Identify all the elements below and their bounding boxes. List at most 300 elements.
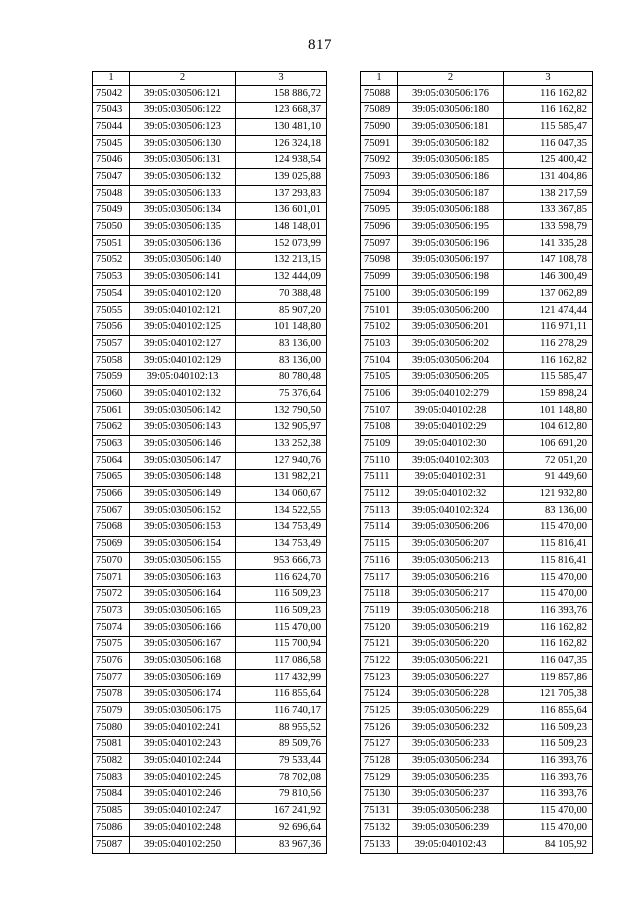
value-cell: 133 367,85	[504, 202, 593, 219]
value-cell: 115 470,00	[504, 803, 593, 820]
cadastral-number-cell: 39:05:030506:155	[130, 553, 236, 570]
row-number-cell: 75064	[93, 453, 130, 470]
row-number-cell: 75072	[93, 586, 130, 603]
row-number-cell: 75066	[93, 486, 130, 503]
cadastral-number-cell: 39:05:040102:279	[398, 386, 504, 403]
row-number-cell: 75058	[93, 353, 130, 370]
cadastral-number-cell: 39:05:030506:220	[398, 636, 504, 653]
value-cell: 152 073,99	[236, 236, 327, 253]
table-row	[361, 453, 593, 470]
cadastral-number-cell: 39:05:030506:228	[398, 686, 504, 703]
table-row	[361, 469, 593, 486]
row-number-cell: 75052	[93, 252, 130, 269]
value-cell: 116 278,29	[504, 336, 593, 353]
column-header: 3	[236, 72, 327, 86]
value-cell: 115 585,47	[504, 369, 593, 386]
table-row	[361, 353, 593, 370]
row-number-cell: 75114	[361, 519, 398, 536]
cadastral-number-cell: 39:05:030506:131	[130, 152, 236, 169]
value-cell: 133 252,38	[236, 436, 327, 453]
cadastral-number-cell: 39:05:040102:127	[130, 336, 236, 353]
value-cell: 75 376,64	[236, 386, 327, 403]
table-row	[93, 836, 327, 853]
row-number-cell: 75089	[361, 102, 398, 119]
row-number-cell: 75057	[93, 336, 130, 353]
cadastral-number-cell: 39:05:030506:154	[130, 536, 236, 553]
value-cell: 136 601,01	[236, 202, 327, 219]
row-number-cell: 75083	[93, 770, 130, 787]
value-cell: 115 700,94	[236, 636, 327, 653]
value-cell: 133 598,79	[504, 219, 593, 236]
table-row	[361, 553, 593, 570]
row-number-cell: 75055	[93, 302, 130, 319]
cadastral-number-cell: 39:05:030506:176	[398, 86, 504, 103]
cadastral-number-cell: 39:05:040102:31	[398, 469, 504, 486]
table-row	[93, 169, 327, 186]
table-row	[361, 603, 593, 620]
table-row	[93, 102, 327, 119]
table-row	[93, 636, 327, 653]
value-cell: 158 886,72	[236, 86, 327, 103]
cadastral-number-cell: 39:05:030506:134	[130, 202, 236, 219]
value-cell: 134 753,49	[236, 536, 327, 553]
cadastral-number-cell: 39:05:040102:243	[130, 736, 236, 753]
cadastral-number-cell: 39:05:040102:29	[398, 419, 504, 436]
table-row	[361, 770, 593, 787]
value-cell: 132 905,97	[236, 419, 327, 436]
row-number-cell: 75113	[361, 503, 398, 520]
row-number-cell: 75131	[361, 803, 398, 820]
table-row	[361, 803, 593, 820]
cadastral-number-cell: 39:05:040102:30	[398, 436, 504, 453]
table-row	[361, 336, 593, 353]
row-number-cell: 75051	[93, 236, 130, 253]
cadastral-number-cell: 39:05:030506:164	[130, 586, 236, 603]
row-number-cell: 75062	[93, 419, 130, 436]
value-cell: 116 162,82	[504, 353, 593, 370]
cadastral-number-cell: 39:05:030506:133	[130, 186, 236, 203]
table-row	[361, 152, 593, 169]
table-row	[93, 820, 327, 837]
value-cell: 88 955,52	[236, 720, 327, 737]
page-number: 817	[308, 37, 332, 53]
table-row	[93, 136, 327, 153]
row-number-cell: 75103	[361, 336, 398, 353]
value-cell: 134 060,67	[236, 486, 327, 503]
table-row	[93, 202, 327, 219]
table-row	[93, 86, 327, 103]
cadastral-number-cell: 39:05:030506:152	[130, 503, 236, 520]
value-cell: 137 062,89	[504, 286, 593, 303]
table-row	[93, 269, 327, 286]
value-cell: 83 136,00	[504, 503, 593, 520]
cadastral-number-cell: 39:05:030506:199	[398, 286, 504, 303]
value-cell: 139 025,88	[236, 169, 327, 186]
row-number-cell: 75069	[93, 536, 130, 553]
table-row	[361, 436, 593, 453]
table-row	[361, 586, 593, 603]
value-cell: 115 585,47	[504, 119, 593, 136]
table-row	[361, 820, 593, 837]
value-cell: 116 509,23	[504, 720, 593, 737]
column-header: 2	[398, 72, 504, 86]
row-number-cell: 75049	[93, 202, 130, 219]
table-row	[93, 152, 327, 169]
row-number-cell: 75071	[93, 569, 130, 586]
cadastral-number-cell: 39:05:030506:204	[398, 353, 504, 370]
value-cell: 79 533,44	[236, 753, 327, 770]
row-number-cell: 75100	[361, 286, 398, 303]
table-row	[361, 636, 593, 653]
table-row	[93, 369, 327, 386]
table-row	[93, 603, 327, 620]
value-cell: 89 509,76	[236, 736, 327, 753]
row-number-cell: 75063	[93, 436, 130, 453]
cadastral-number-cell: 39:05:030506:175	[130, 703, 236, 720]
value-cell: 91 449,60	[504, 469, 593, 486]
table-row	[361, 519, 593, 536]
row-number-cell: 75133	[361, 836, 398, 853]
value-cell: 70 388,48	[236, 286, 327, 303]
cadastral-number-cell: 39:05:030506:235	[398, 770, 504, 787]
cadastral-number-cell: 39:05:040102:132	[130, 386, 236, 403]
value-cell: 116 393,76	[504, 603, 593, 620]
cadastral-number-cell: 39:05:030506:148	[130, 469, 236, 486]
table-row	[361, 219, 593, 236]
value-cell: 147 108,78	[504, 252, 593, 269]
row-number-cell: 75127	[361, 736, 398, 753]
value-cell: 123 668,37	[236, 102, 327, 119]
table-row	[93, 119, 327, 136]
row-number-cell: 75117	[361, 569, 398, 586]
row-number-cell: 75097	[361, 236, 398, 253]
table-row	[361, 369, 593, 386]
cadastral-number-cell: 39:05:030506:149	[130, 486, 236, 503]
value-cell: 85 907,20	[236, 302, 327, 319]
table-row	[93, 703, 327, 720]
table-row	[361, 670, 593, 687]
row-number-cell: 75123	[361, 670, 398, 687]
cadastral-number-cell: 39:05:030506:201	[398, 319, 504, 336]
row-number-cell: 75112	[361, 486, 398, 503]
row-number-cell: 75095	[361, 202, 398, 219]
value-cell: 116 971,11	[504, 319, 593, 336]
table-row	[361, 503, 593, 520]
cadastral-number-cell: 39:05:030506:181	[398, 119, 504, 136]
cadastral-number-cell: 39:05:030506:205	[398, 369, 504, 386]
cadastral-number-cell: 39:05:030506:219	[398, 620, 504, 637]
cadastral-number-cell: 39:05:030506:234	[398, 753, 504, 770]
value-cell: 159 898,24	[504, 386, 593, 403]
row-number-cell: 75126	[361, 720, 398, 737]
cadastral-number-cell: 39:05:030506:227	[398, 670, 504, 687]
value-cell: 125 400,42	[504, 152, 593, 169]
row-number-cell: 75090	[361, 119, 398, 136]
table-row	[93, 653, 327, 670]
value-cell: 116 162,82	[504, 102, 593, 119]
table-row	[361, 119, 593, 136]
row-number-cell: 75102	[361, 319, 398, 336]
row-number-cell: 75065	[93, 469, 130, 486]
value-cell: 119 857,86	[504, 670, 593, 687]
table-row	[93, 453, 327, 470]
table-row	[93, 736, 327, 753]
row-number-cell: 75116	[361, 553, 398, 570]
cadastral-number-cell: 39:05:030506:213	[398, 553, 504, 570]
value-cell: 115 816,41	[504, 553, 593, 570]
cadastral-number-cell: 39:05:030506:174	[130, 686, 236, 703]
cadastral-number-cell: 39:05:030506:196	[398, 236, 504, 253]
cadastral-number-cell: 39:05:030506:132	[130, 169, 236, 186]
row-number-cell: 75067	[93, 503, 130, 520]
cadastral-number-cell: 39:05:030506:136	[130, 236, 236, 253]
cadastral-number-cell: 39:05:030506:237	[398, 786, 504, 803]
value-cell: 116 047,35	[504, 653, 593, 670]
table-row	[93, 319, 327, 336]
value-cell: 116 162,82	[504, 636, 593, 653]
cadastral-number-cell: 39:05:040102:247	[130, 803, 236, 820]
table-row	[361, 686, 593, 703]
table-row	[361, 86, 593, 103]
cadastral-number-cell: 39:05:030506:238	[398, 803, 504, 820]
row-number-cell: 75124	[361, 686, 398, 703]
value-cell: 116 624,70	[236, 569, 327, 586]
cadastral-number-cell: 39:05:030506:232	[398, 720, 504, 737]
value-cell: 83 136,00	[236, 336, 327, 353]
table-row	[93, 302, 327, 319]
table-row	[361, 186, 593, 203]
table-row	[361, 319, 593, 336]
row-number-cell: 75054	[93, 286, 130, 303]
cadastral-number-cell: 39:05:040102:303	[398, 453, 504, 470]
cadastral-number-cell: 39:05:040102:125	[130, 319, 236, 336]
value-cell: 121 932,80	[504, 486, 593, 503]
table-row	[93, 469, 327, 486]
value-cell: 137 293,83	[236, 186, 327, 203]
row-number-cell: 75081	[93, 736, 130, 753]
cadastral-number-cell: 39:05:040102:244	[130, 753, 236, 770]
table-row	[93, 720, 327, 737]
cadastral-number-cell: 39:05:040102:32	[398, 486, 504, 503]
value-cell: 116 393,76	[504, 786, 593, 803]
cadastral-number-cell: 39:05:040102:241	[130, 720, 236, 737]
row-number-cell: 75093	[361, 169, 398, 186]
cadastral-number-cell: 39:05:030506:182	[398, 136, 504, 153]
table-row	[361, 236, 593, 253]
row-number-cell: 75107	[361, 403, 398, 420]
cadastral-number-cell: 39:05:030506:197	[398, 252, 504, 269]
row-number-cell: 75078	[93, 686, 130, 703]
row-number-cell: 75087	[93, 836, 130, 853]
cadastral-number-cell: 39:05:040102:248	[130, 820, 236, 837]
row-number-cell: 75118	[361, 586, 398, 603]
cadastral-number-cell: 39:05:030506:147	[130, 453, 236, 470]
row-number-cell: 75042	[93, 86, 130, 103]
row-number-cell: 75046	[93, 152, 130, 169]
table-row	[93, 286, 327, 303]
table-row	[93, 670, 327, 687]
value-cell: 131 982,21	[236, 469, 327, 486]
row-number-cell: 75053	[93, 269, 130, 286]
cadastral-number-cell: 39:05:030506:198	[398, 269, 504, 286]
table-row	[93, 586, 327, 603]
cadastral-number-cell: 39:05:030506:207	[398, 536, 504, 553]
row-number-cell: 75056	[93, 319, 130, 336]
row-number-cell: 75105	[361, 369, 398, 386]
table-row	[93, 486, 327, 503]
cadastral-number-cell: 39:05:030506:169	[130, 670, 236, 687]
value-cell: 72 051,20	[504, 453, 593, 470]
value-cell: 116 162,82	[504, 620, 593, 637]
row-number-cell: 75084	[93, 786, 130, 803]
cadastral-number-cell: 39:05:030506:217	[398, 586, 504, 603]
cadastral-number-cell: 39:05:030506:195	[398, 219, 504, 236]
value-cell: 141 335,28	[504, 236, 593, 253]
value-cell: 104 612,80	[504, 419, 593, 436]
value-cell: 83 136,00	[236, 353, 327, 370]
value-cell: 124 938,54	[236, 152, 327, 169]
row-number-cell: 75120	[361, 620, 398, 637]
table-row	[361, 403, 593, 420]
row-number-cell: 75059	[93, 369, 130, 386]
cadastral-number-cell: 39:05:030506:229	[398, 703, 504, 720]
row-number-cell: 75096	[361, 219, 398, 236]
cadastral-number-cell: 39:05:030506:130	[130, 136, 236, 153]
table-row	[361, 252, 593, 269]
value-cell: 78 702,08	[236, 770, 327, 787]
table-row	[93, 620, 327, 637]
value-cell: 121 705,38	[504, 686, 593, 703]
value-cell: 130 481,10	[236, 119, 327, 136]
table-row	[93, 219, 327, 236]
row-number-cell: 75074	[93, 620, 130, 637]
row-number-cell: 75088	[361, 86, 398, 103]
table-row	[93, 403, 327, 420]
table-row	[93, 236, 327, 253]
value-cell: 115 470,00	[504, 569, 593, 586]
row-number-cell: 75121	[361, 636, 398, 653]
row-number-cell: 75082	[93, 753, 130, 770]
table-row	[93, 803, 327, 820]
row-number-cell: 75045	[93, 136, 130, 153]
value-cell: 127 940,76	[236, 453, 327, 470]
table-row	[361, 386, 593, 403]
table-row	[361, 836, 593, 853]
table-row	[93, 186, 327, 203]
row-number-cell: 75091	[361, 136, 398, 153]
cadastral-number-cell: 39:05:030506:123	[130, 119, 236, 136]
header-row	[93, 72, 327, 86]
cadastral-number-cell: 39:05:030506:140	[130, 252, 236, 269]
value-cell: 92 696,64	[236, 820, 327, 837]
row-number-cell: 75115	[361, 536, 398, 553]
value-cell: 115 470,00	[236, 620, 327, 637]
cadastral-number-cell: 39:05:030506:141	[130, 269, 236, 286]
value-cell: 101 148,80	[236, 319, 327, 336]
row-number-cell: 75079	[93, 703, 130, 720]
value-cell: 83 967,36	[236, 836, 327, 853]
value-cell: 132 213,15	[236, 252, 327, 269]
cadastral-number-cell: 39:05:030506:239	[398, 820, 504, 837]
table-row	[361, 786, 593, 803]
cadastral-number-cell: 39:05:030506:187	[398, 186, 504, 203]
row-number-cell: 75075	[93, 636, 130, 653]
cadastral-number-cell: 39:05:030506:221	[398, 653, 504, 670]
value-cell: 146 300,49	[504, 269, 593, 286]
table-row	[361, 102, 593, 119]
row-number-cell: 75080	[93, 720, 130, 737]
table-row	[361, 703, 593, 720]
row-number-cell: 75060	[93, 386, 130, 403]
table-row	[93, 536, 327, 553]
cadastral-number-cell: 39:05:030506:186	[398, 169, 504, 186]
value-cell: 117 432,99	[236, 670, 327, 687]
cadastral-number-cell: 39:05:040102:13	[130, 369, 236, 386]
column-header: 1	[361, 72, 398, 86]
row-number-cell: 75061	[93, 403, 130, 420]
table-row	[93, 336, 327, 353]
table-row	[361, 286, 593, 303]
cadastral-number-cell: 39:05:040102:43	[398, 836, 504, 853]
row-number-cell: 75085	[93, 803, 130, 820]
cadastral-number-cell: 39:05:030506:216	[398, 569, 504, 586]
row-number-cell: 75092	[361, 152, 398, 169]
row-number-cell: 75076	[93, 653, 130, 670]
value-cell: 116 509,23	[236, 586, 327, 603]
value-cell: 131 404,86	[504, 169, 593, 186]
value-cell: 116 047,35	[504, 136, 593, 153]
table-row	[361, 736, 593, 753]
value-cell: 121 474,44	[504, 302, 593, 319]
cadastral-number-cell: 39:05:030506:122	[130, 102, 236, 119]
table-row	[93, 519, 327, 536]
row-number-cell: 75108	[361, 419, 398, 436]
row-number-cell: 75129	[361, 770, 398, 787]
value-cell: 132 444,09	[236, 269, 327, 286]
row-number-cell: 75047	[93, 169, 130, 186]
cadastral-number-cell: 39:05:030506:168	[130, 653, 236, 670]
cadastral-number-cell: 39:05:030506:165	[130, 603, 236, 620]
table-row	[361, 620, 593, 637]
row-number-cell: 75070	[93, 553, 130, 570]
table-row	[361, 753, 593, 770]
cadastral-number-cell: 39:05:030506:146	[130, 436, 236, 453]
table-row	[93, 386, 327, 403]
table-row	[361, 720, 593, 737]
cadastral-number-cell: 39:05:030506:200	[398, 302, 504, 319]
cadastral-number-cell: 39:05:030506:142	[130, 403, 236, 420]
row-number-cell: 75094	[361, 186, 398, 203]
value-cell: 80 780,48	[236, 369, 327, 386]
column-header: 3	[504, 72, 593, 86]
cadastral-number-cell: 39:05:030506:167	[130, 636, 236, 653]
row-number-cell: 75043	[93, 102, 130, 119]
cadastral-number-cell: 39:05:040102:120	[130, 286, 236, 303]
value-cell: 79 810,56	[236, 786, 327, 803]
table-row	[93, 786, 327, 803]
table-row	[93, 553, 327, 570]
cadastral-number-cell: 39:05:030506:218	[398, 603, 504, 620]
value-cell: 148 148,01	[236, 219, 327, 236]
value-cell: 106 691,20	[504, 436, 593, 453]
cadastral-number-cell: 39:05:030506:143	[130, 419, 236, 436]
value-cell: 134 753,49	[236, 519, 327, 536]
data-table-right	[360, 71, 593, 854]
row-number-cell: 75073	[93, 603, 130, 620]
cadastral-number-cell: 39:05:030506:135	[130, 219, 236, 236]
cadastral-number-cell: 39:05:040102:324	[398, 503, 504, 520]
table-row	[93, 686, 327, 703]
